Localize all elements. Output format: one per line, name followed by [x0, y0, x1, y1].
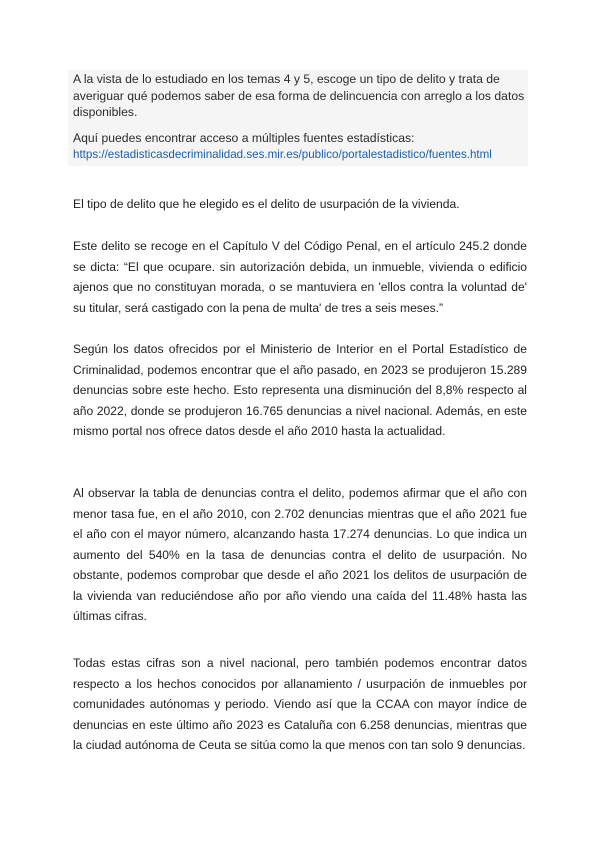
task-prompt: A la vista de lo estudiado en los temas 4 y 5, escoge un tipo de delito y trata de averiguar qué podemos saber de esa forma de delincuencia con arreglo a los datos disponibles.	[73, 72, 525, 119]
paragraph-penal-code: Este delito se recoge en el Capítulo V del Código Penal, en el artículo 245.2 donde se dicta: “El que ocupare. sin autorización debida, un inmueble, vivienda o edificio ajenos que no constituyan morada, o se mantuviera en 'ellos contra la voluntad de' su titular, será castigado con la pena de multa' de tres a seis meses.”	[73, 239, 527, 315]
paragraph-trend-analysis: Al observar la tabla de denuncias contra el delito, podemos afirmar que el año con menor tasa fue, en el año 2010, con 2.702 denuncias mientras que el año 2021 fue el año con el mayor número, alcanzando hasta 17.274 denuncias. Lo que indica un aumento del 540% en la tasa de denuncias contra el delito de usurpación. No obstante, podemos comprobar que desde el año 2021 los delitos de usurpación de la vivienda van reduciéndose año por año viendo una caída del 11.48% hasta las últimas cifras.	[73, 486, 527, 623]
paragraph-regional-data: Todas estas cifras son a nivel nacional, pero también podemos encontrar datos respecto a los hechos conocidos por allanamiento / usurpación de inmuebles por comunidades autónomas y periodo. Viendo así que la CCAA con mayor índice de denuncias en este último año 2023 es Cataluña con 6.258 denuncias, mientras que la ciudad autónoma de Ceuta se sitúa como la que menos con tan solo 9 denuncias.	[73, 656, 527, 752]
paragraph-chosen-crime: El tipo de delito que he elegido es el delito de usurpación de la vivienda.	[73, 197, 460, 211]
sources-link[interactable]: https://estadisticasdecriminalidad.ses.mir.es/publico/portalestadistico/fuentes.html	[73, 147, 492, 161]
sources-intro: Aquí puedes encontrar acceso a múltiples fuentes estadísticas:	[73, 131, 415, 145]
sources-block	[73, 130, 525, 163]
paragraph-ministry-data: Según los datos ofrecidos por el Ministerio de Interior en el Portal Estadístico de Criminalidad, podemos encontrar que el año pasado, en 2023 se produjeron 15.289 denuncias sobre este hecho. Esto representa una disminución del 8,8% respecto al año 2022, donde se produjeron 16.765 denuncias a nivel nacional. Además, en este mismo portal nos ofrece datos desde el año 2010 hasta la actualidad.	[73, 342, 527, 438]
